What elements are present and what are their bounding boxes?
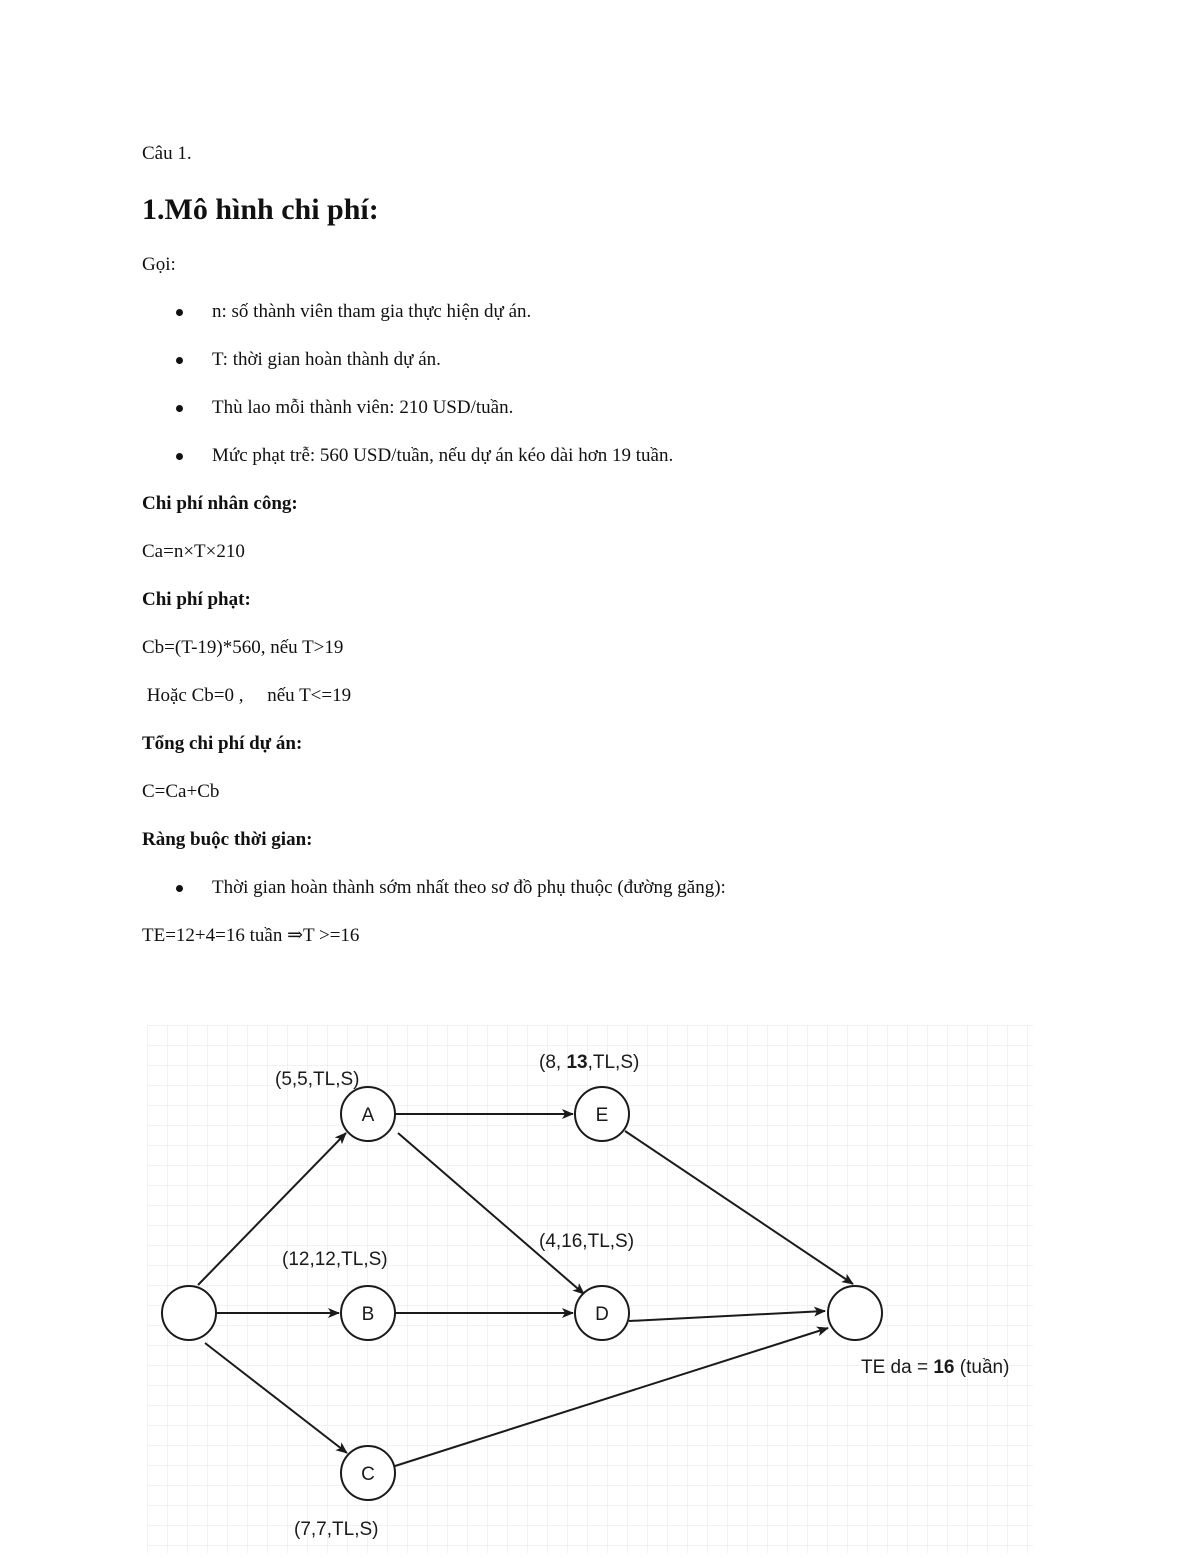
total-cost-title: Tổng chi phí dự án: [142,733,303,754]
list-item-text: n: số thành viên tham gia thực hiện dự án. [212,301,532,322]
node-a-annotation: (5,5,TL,S) [275,1069,360,1090]
node-b-label: B [361,1304,375,1325]
section-heading: 1.Mô hình chi phí: [142,193,379,226]
end-node [828,1286,882,1340]
list-item-text: T: thời gian hoàn thành dự án. [212,349,441,370]
node-d-annotation: (4,16,TL,S) [539,1231,635,1252]
intro-text: Gọi: [142,254,176,275]
node-c-annotation: (7,7,TL,S) [294,1519,379,1540]
question-label: Câu 1. [142,143,192,164]
penalty-title: Chi phí phạt: [142,589,251,610]
list-item-text: Thù lao mỗi thành viên: 210 USD/tuần. [212,397,514,418]
penalty-formula-1: Cb=(T-19)*560, nếu T>19 [142,637,344,658]
list-item-text: Mức phạt trễ: 560 USD/tuần, nếu dự án kéo dài hơn 19 tuần. [212,445,674,466]
network-diagram [147,1025,1033,1553]
project-duration-result: TE da = 16 (tuần) [861,1357,1010,1378]
node-d-label: D [595,1304,609,1325]
network-diagram-svg [147,1025,1033,1553]
labor-cost-formula: Ca=n×T×210 [142,541,245,562]
penalty-formula-2: Hoặc Cb=0 , nếu T<=19 [142,685,352,706]
bullet-icon [176,309,183,316]
time-constraint-title: Ràng buộc thời gian: [142,829,313,850]
total-cost-formula: C=Ca+Cb [142,781,220,802]
list-item-text: Thời gian hoàn thành sớm nhất theo sơ đồ phụ thuộc (đường găng): [212,877,726,898]
labor-cost-title: Chi phí nhân công: [142,493,298,514]
node-e-label: E [595,1105,609,1126]
node-e-annotation: (8, 13,TL,S) [539,1052,640,1073]
node-a-label: A [361,1105,375,1126]
bullet-icon [176,885,183,892]
node-c-label: C [361,1464,375,1485]
bullet-icon [176,405,183,412]
time-constraint-result: TE=12+4=16 tuần ⇒T >=16 [142,925,360,946]
bullet-icon [176,357,183,364]
bullet-icon [176,453,183,460]
start-node [162,1286,216,1340]
node-b-annotation: (12,12,TL,S) [282,1249,388,1270]
